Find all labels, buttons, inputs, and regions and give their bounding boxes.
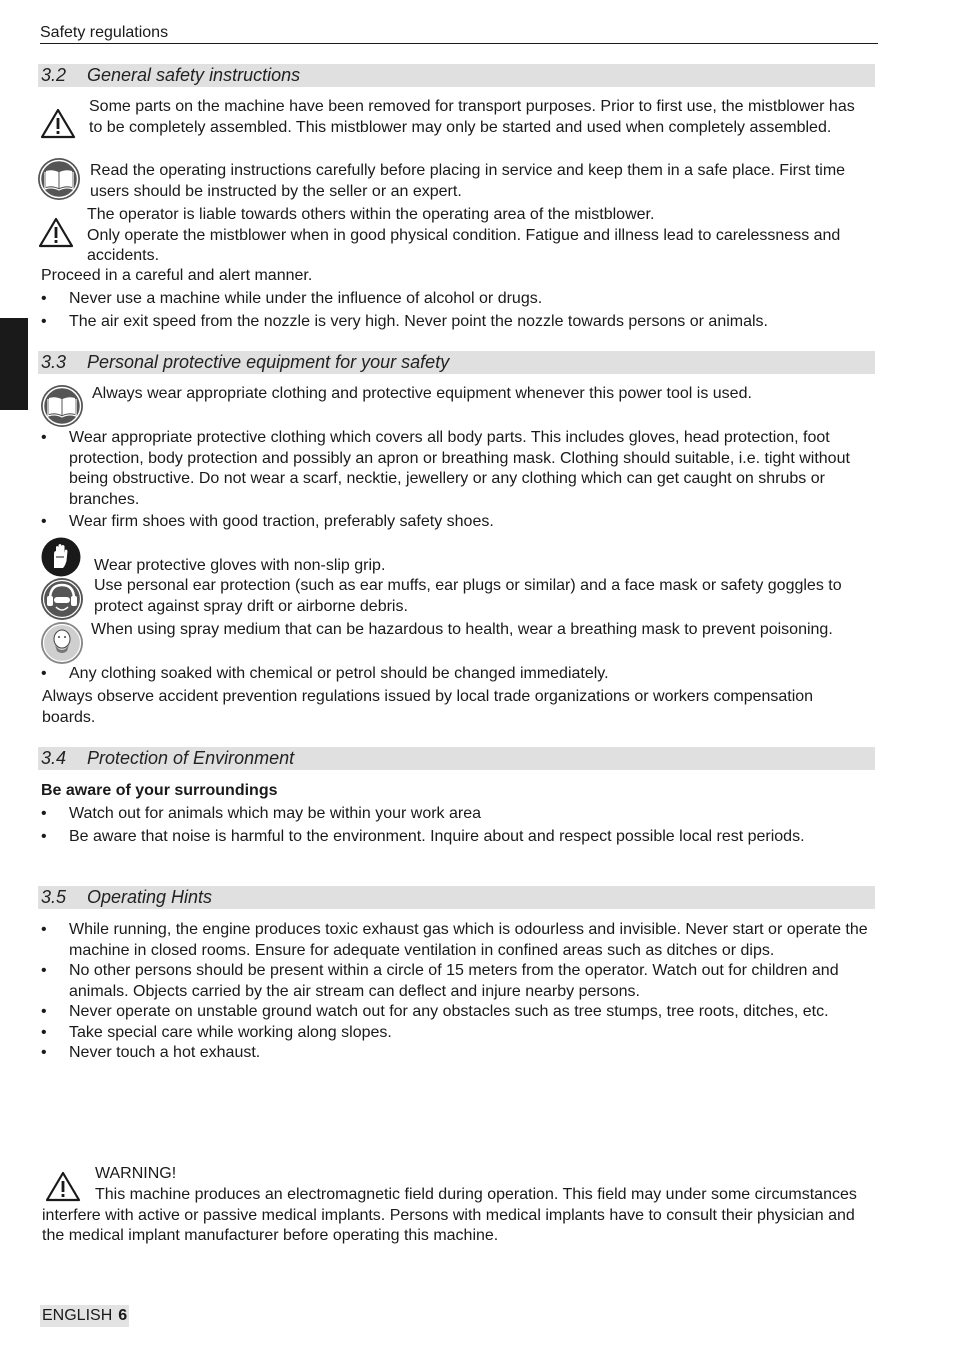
running-title: Safety regulations: [40, 24, 169, 41]
list-item: • No other persons should be present within a circle of 15 meters from the operator. Watch out for children and animals. Objects carried by the air stream can deflect and injure nearby persons.: [40, 961, 870, 1002]
section-3-4-heading: [38, 747, 875, 770]
section-number: 3.5: [41, 887, 67, 907]
operating-hints-bullets: [40, 920, 870, 1064]
section-number: 3.4: [41, 748, 67, 768]
list-item: • Never touch a hot exhaust.: [40, 1043, 870, 1064]
section-number: 3.3: [41, 352, 67, 372]
thumb-index-tab: [0, 318, 28, 410]
list-item: • Be aware that noise is harmful to the environment. Inquire about and respect possible local rest periods.: [40, 827, 860, 848]
accident-prevention-text: Always observe accident prevention regulations issued by local trade organizations or workers compensation boards.: [42, 688, 814, 726]
warning-label: WARNING!: [95, 1165, 177, 1182]
soaked-clothing-bullets: [40, 664, 860, 687]
list-item: • Wear appropriate protective clothing which covers all body parts. This includes gloves, head protection, foot protection, body protection and possibly an apron or breathing mask. Clothing should suitable, i.e. tight without being obstructive. Do not wear a scarf, necktie, jewellery or any clothing which can get caught on shrubs or branches.: [40, 428, 860, 510]
gloves-note: Wear protective gloves with non-slip grip.: [94, 557, 386, 574]
list-item: • While running, the engine produces toxic exhaust gas which is odourless and invisible. Never start or operate the machine in closed rooms. Ensure for adequate ventilation in confined areas such as ditches or dips.: [40, 920, 870, 961]
list-item: • Never use a machine while under the influence of alcohol or drugs.: [40, 289, 870, 310]
section-title: Personal protective equipment for your safety: [87, 352, 450, 372]
protective-clothing-bullets: [40, 428, 860, 535]
general-safety-bullets: [40, 289, 870, 334]
surroundings-subheading: Be aware of your surroundings: [41, 782, 278, 799]
electromagnetic-field-warning: This machine produces an electromagnetic field during operation. This field may under some circumstances interfere with active or passive medical implants. Persons with medical implants have to consult their physician and the medical implant manufacturer before operating this machine.: [42, 1186, 857, 1244]
ear-and-eye-protection-icon: [40, 577, 84, 621]
breathing-mask-icon: [40, 621, 84, 665]
environment-bullets: [40, 804, 860, 849]
transport-assembly-note: Some parts on the machine have been removed for transport purposes. Prior to first use, the mistblower has to be completely assembled. This mistblower may only be started and used when completely assembled.: [89, 98, 855, 136]
careful-manner-text: Proceed in a careful and alert manner.: [41, 267, 313, 284]
protective-gloves-icon: [41, 537, 81, 577]
section-title: Protection of Environment: [87, 748, 295, 768]
section-3-2-heading: [38, 64, 875, 87]
list-item: • Take special care while working along slopes.: [40, 1023, 870, 1044]
running-header: [40, 23, 878, 44]
list-item: • Watch out for animals which may be within your work area: [40, 804, 860, 825]
section-3-3-heading: [38, 351, 875, 374]
list-item: • The air exit speed from the nozzle is very high. Never point the nozzle towards persons or animals.: [40, 312, 870, 333]
page-footer: [40, 1305, 129, 1327]
list-item: • Wear firm shoes with good traction, preferably safety shoes.: [40, 512, 860, 533]
breathing-mask-note: When using spray medium that can be hazardous to health, wear a breathing mask to prevent poisoning.: [91, 621, 833, 638]
section-number: 3.2: [41, 65, 67, 85]
read-manual-book-icon: [40, 384, 84, 428]
page-number: 6: [118, 1307, 128, 1324]
read-manual-book-icon: [37, 157, 81, 201]
list-item: • Any clothing soaked with chemical or petrol should be changed immediately.: [40, 664, 860, 685]
ear-protection-note: Use personal ear protection (such as ear muffs, ear plugs or similar) and a face mask or safety goggles to protect against spray drift or airborne debris.: [94, 577, 842, 615]
physical-condition-line: Only operate the mistblower when in good physical condition. Fatigue and illness lead to carelessness and accidents.: [87, 226, 841, 264]
footer-language: ENGLISH: [42, 1307, 113, 1324]
list-item: • Never operate on unstable ground watch out for any obstacles such as tree stumps, tree roots, ditches, etc.: [40, 1002, 870, 1023]
section-title: General safety instructions: [87, 65, 301, 85]
operator-liability-note: [87, 205, 857, 267]
read-instructions-note: Read the operating instructions carefully before placing in service and keep them in a safe place. First time users should be instructed by the seller or an expert.: [90, 162, 846, 200]
section-title: Operating Hints: [87, 887, 213, 907]
section-3-5-heading: [38, 886, 875, 909]
warning-triangle-icon: [40, 107, 76, 139]
operator-liability-line: The operator is liable towards others within the operating area of the mistblower.: [87, 206, 655, 223]
wear-protective-equipment-note: Always wear appropriate clothing and protective equipment whenever this power tool is used.: [92, 385, 752, 402]
warning-triangle-icon: [38, 216, 74, 248]
